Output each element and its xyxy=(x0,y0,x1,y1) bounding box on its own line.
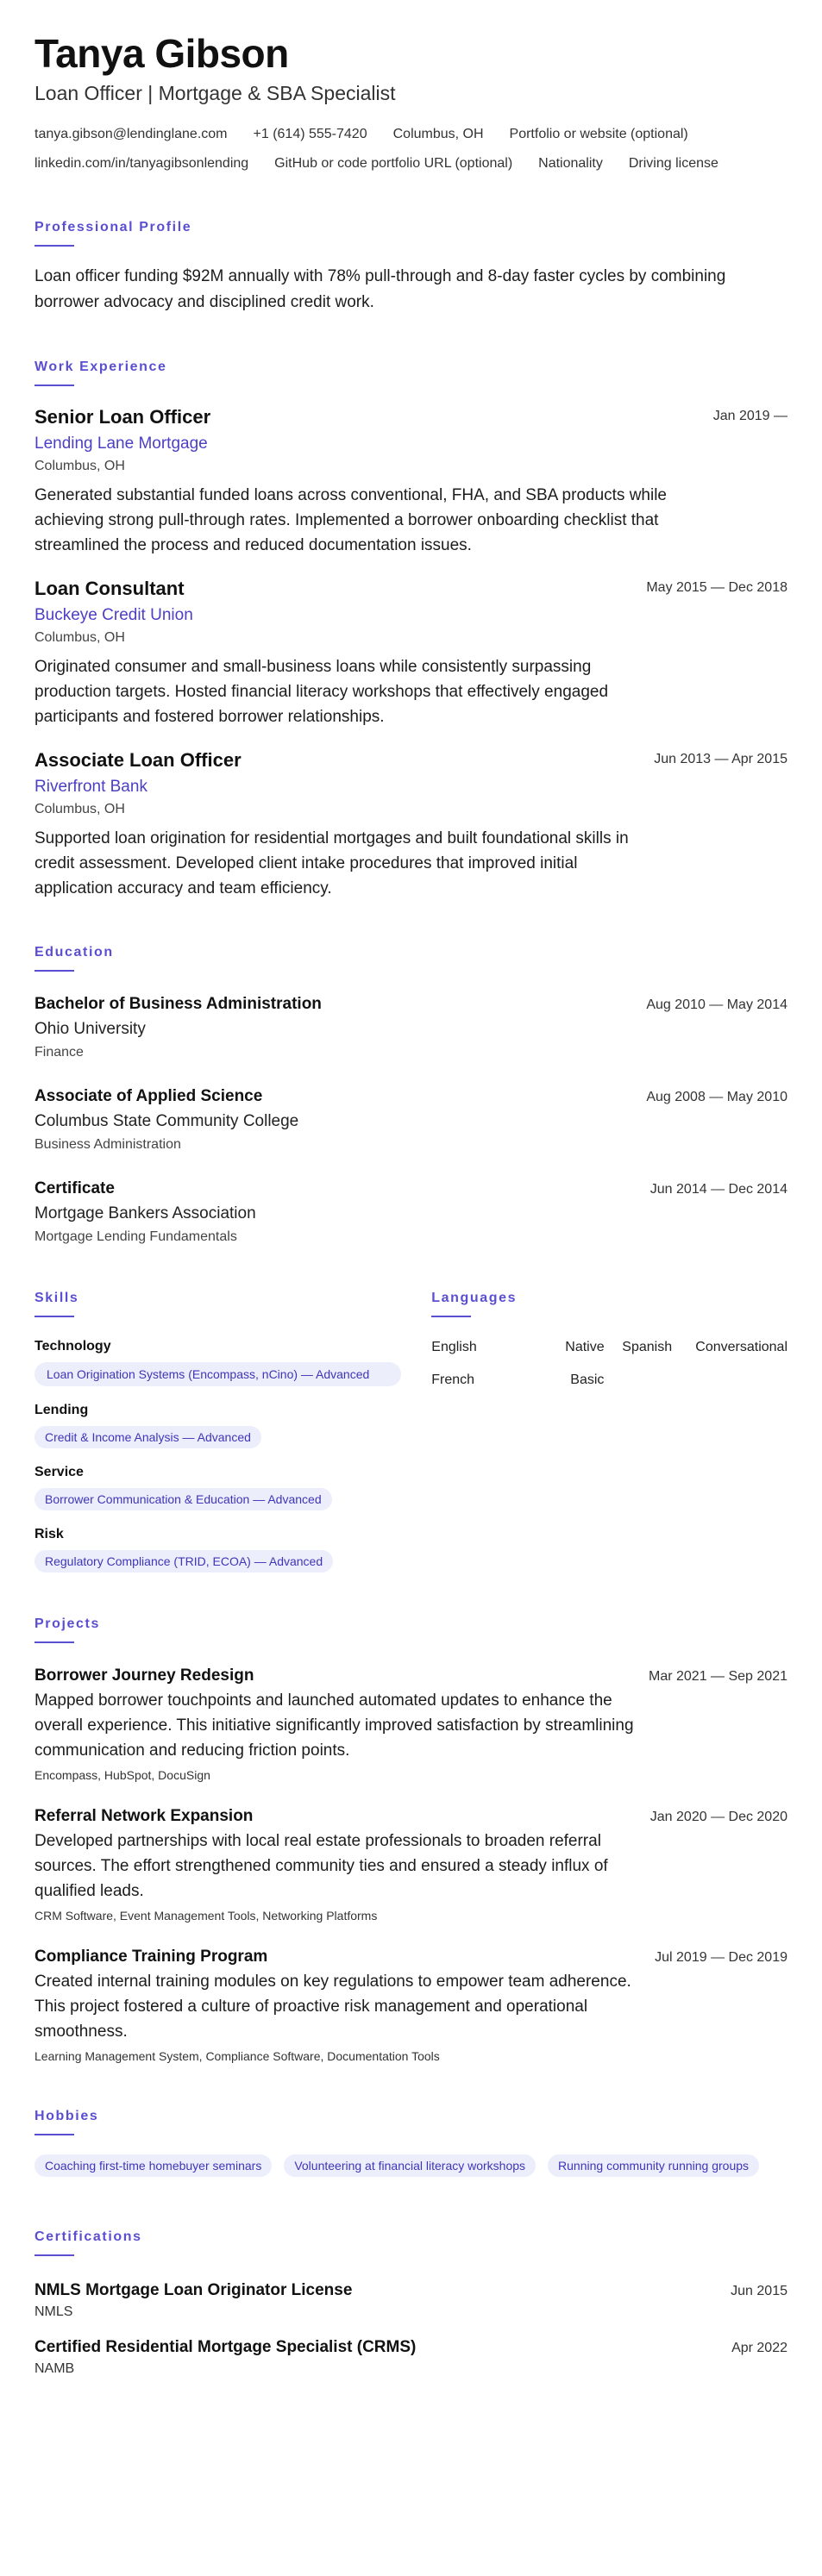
job-location: Columbus, OH xyxy=(35,630,125,645)
skill-chip: Regulatory Compliance (TRID, ECOA) — Advanced xyxy=(35,1550,333,1572)
candidate-name: Tanya Gibson xyxy=(35,31,289,76)
project-item xyxy=(35,1947,787,2065)
languages-section xyxy=(431,1290,787,1572)
certification-issuer: NAMB xyxy=(35,2361,75,2376)
section-divider xyxy=(35,1316,74,1317)
skill-chip: Borrower Communication & Education — Advanced xyxy=(35,1488,332,1510)
certification-item xyxy=(35,2280,787,2322)
education-section xyxy=(35,944,787,1247)
degree-name: Certificate xyxy=(35,1179,115,1197)
language-name: Spanish xyxy=(622,1340,673,1354)
education-dates: Jun 2014 — Dec 2014 xyxy=(649,1182,787,1197)
experience-item xyxy=(35,748,787,901)
school-name: Ohio University xyxy=(35,1020,146,1038)
skill-category: Technology xyxy=(35,1339,111,1354)
company-name: Lending Lane Mortgage xyxy=(35,435,208,453)
section-heading-skills: Skills xyxy=(35,1291,79,1305)
company-name: Riverfront Bank xyxy=(35,778,147,796)
job-location: Columbus, OH xyxy=(35,802,125,816)
skill-category: Service xyxy=(35,1465,84,1479)
language-level: Basic xyxy=(570,1372,605,1387)
contact-location: Columbus, OH xyxy=(392,127,484,141)
skill-chip: Credit & Income Analysis — Advanced xyxy=(35,1426,261,1448)
skill-group xyxy=(35,1526,414,1572)
projects-section xyxy=(35,1616,787,2065)
language-name: English xyxy=(431,1340,477,1354)
section-divider xyxy=(35,970,74,972)
project-tech: CRM Software, Event Management Tools, Networking Platforms xyxy=(35,1909,378,1923)
section-divider xyxy=(431,1316,471,1317)
contact-github[interactable]: GitHub or code portfolio URL (optional) xyxy=(274,156,513,171)
section-heading-languages: Languages xyxy=(431,1291,518,1305)
skill-category: Lending xyxy=(35,1403,89,1417)
experience-item xyxy=(35,577,787,729)
degree-name: Bachelor of Business Administration xyxy=(35,995,322,1013)
resume-header xyxy=(35,29,787,184)
job-description: Generated substantial funded loans across conventional, FHA, and SBA products while achieving strong pull-through rates. Implemented a borrower onboarding checklist that streamlined the process and reduced documentation issues. xyxy=(35,486,667,554)
hobby-chip: Volunteering at financial literacy workshops xyxy=(284,2154,536,2177)
education-item xyxy=(35,1179,787,1247)
language-row xyxy=(431,1371,787,1390)
section-divider xyxy=(35,385,74,386)
language-level: Conversational xyxy=(695,1340,787,1354)
skill-group xyxy=(35,1464,414,1510)
job-title: Associate Loan Officer xyxy=(35,749,242,771)
degree-name: Associate of Applied Science xyxy=(35,1087,263,1105)
profile-section xyxy=(35,219,787,316)
experience-section xyxy=(35,359,787,901)
section-heading-projects: Projects xyxy=(35,1616,100,1631)
section-heading-education: Education xyxy=(35,945,114,960)
contact-linkedin[interactable]: linkedin.com/in/tanyagibsonlending xyxy=(35,156,249,171)
school-name: Columbus State Community College xyxy=(35,1112,299,1130)
project-description: Mapped borrower touchpoints and launched automated updates to enhance the overall experience. This initiative significantly improved satisfaction by streamlining communication and reducing friction points. xyxy=(35,1691,634,1760)
certification-title: NMLS Mortgage Loan Originator License xyxy=(35,2281,353,2299)
certification-item xyxy=(35,2337,787,2379)
project-dates: Mar 2021 — Sep 2021 xyxy=(649,1669,787,1684)
experience-item xyxy=(35,405,787,558)
hobby-chip: Running community running groups xyxy=(548,2154,759,2177)
skills-section xyxy=(35,1290,414,1572)
project-dates: Jan 2020 — Dec 2020 xyxy=(649,1810,787,1824)
project-title: Referral Network Expansion xyxy=(35,1807,254,1825)
section-heading-hobbies: Hobbies xyxy=(35,2109,99,2123)
job-description: Supported loan origination for residential mortgages and built foundational skills in credit assessment. Developed client intake procedures that improved initial application accuracy and team efficiency. xyxy=(35,829,629,897)
contact-portfolio[interactable]: Portfolio or website (optional) xyxy=(509,127,688,141)
job-title: Loan Consultant xyxy=(35,578,185,599)
certifications-section xyxy=(35,2229,787,2379)
contact-nationality: Nationality xyxy=(538,156,603,171)
certification-date: Jun 2015 xyxy=(731,2284,787,2298)
section-divider xyxy=(35,2134,74,2135)
language-name: French xyxy=(431,1372,475,1387)
project-item xyxy=(35,1666,787,1784)
field-of-study: Finance xyxy=(35,1045,84,1060)
skill-group xyxy=(35,1402,414,1448)
hobby-chip: Coaching first-time homebuyer seminars xyxy=(35,2154,272,2177)
certification-issuer: NMLS xyxy=(35,2304,73,2319)
section-heading-profile: Professional Profile xyxy=(35,220,192,234)
project-title: Compliance Training Program xyxy=(35,1948,268,1966)
company-name: Buckeye Credit Union xyxy=(35,606,193,624)
section-divider xyxy=(35,1641,74,1643)
hobby-list xyxy=(35,2154,794,2185)
language-row xyxy=(431,1338,787,1357)
certification-title: Certified Residential Mortgage Specialist (CRMS) xyxy=(35,2338,417,2356)
section-heading-experience: Work Experience xyxy=(35,360,167,374)
education-dates: Aug 2010 — May 2014 xyxy=(646,997,787,1012)
education-item xyxy=(35,994,787,1062)
certification-date: Apr 2022 xyxy=(731,2341,787,2355)
section-divider xyxy=(35,245,74,247)
language-level: Native xyxy=(565,1340,605,1354)
project-item xyxy=(35,1806,787,1924)
skill-category: Risk xyxy=(35,1527,64,1541)
contact-email[interactable]: tanya.gibson@lendinglane.com xyxy=(35,127,228,141)
job-location: Columbus, OH xyxy=(35,459,125,473)
contact-list xyxy=(35,126,794,184)
project-tech: Encompass, HubSpot, DocuSign xyxy=(35,1768,210,1782)
education-dates: Aug 2008 — May 2010 xyxy=(646,1090,787,1104)
job-dates: Jun 2013 — Apr 2015 xyxy=(654,752,787,766)
job-dates: Jan 2019 — xyxy=(712,409,787,423)
school-name: Mortgage Bankers Association xyxy=(35,1204,256,1222)
education-item xyxy=(35,1086,787,1154)
job-description: Originated consumer and small-business loans while consistently surpassing production targets. Hosted financial literacy workshops that effectively engaged participants and fostered borrower relationships. xyxy=(35,658,609,726)
section-divider xyxy=(35,2254,74,2256)
project-title: Borrower Journey Redesign xyxy=(35,1666,254,1685)
project-description: Created internal training modules on key regulations to empower team adherence. This project fostered a culture of proactive risk management and operational smoothness. xyxy=(35,1973,631,2041)
skill-group xyxy=(35,1338,414,1386)
contact-driving-license: Driving license xyxy=(628,156,718,171)
project-tech: Learning Management System, Compliance Software, Documentation Tools xyxy=(35,2049,440,2063)
candidate-title: Loan Officer | Mortgage & SBA Specialist xyxy=(35,82,396,104)
field-of-study: Mortgage Lending Fundamentals xyxy=(35,1229,237,1244)
field-of-study: Business Administration xyxy=(35,1137,181,1152)
skill-chip: Loan Origination Systems (Encompass, nCino) — Advanced xyxy=(35,1362,401,1386)
project-dates: Jul 2019 — Dec 2019 xyxy=(655,1950,787,1965)
section-heading-certifications: Certifications xyxy=(35,2229,142,2244)
job-dates: May 2015 — Dec 2018 xyxy=(646,580,787,595)
profile-summary: Loan officer funding $92M annually with 78% pull-through and 8-day faster cycles by combining borrower advocacy and disciplined credit work. xyxy=(35,267,726,311)
project-description: Developed partnerships with local real estate professionals to broaden referral sources. The effort strengthened community ties and ensured a steady influx of qualified leads. xyxy=(35,1832,608,1900)
hobbies-section xyxy=(35,2108,787,2185)
job-title: Senior Loan Officer xyxy=(35,406,211,428)
skills-languages-row xyxy=(35,1290,787,1572)
contact-phone[interactable]: +1 (614) 555-7420 xyxy=(253,127,367,141)
